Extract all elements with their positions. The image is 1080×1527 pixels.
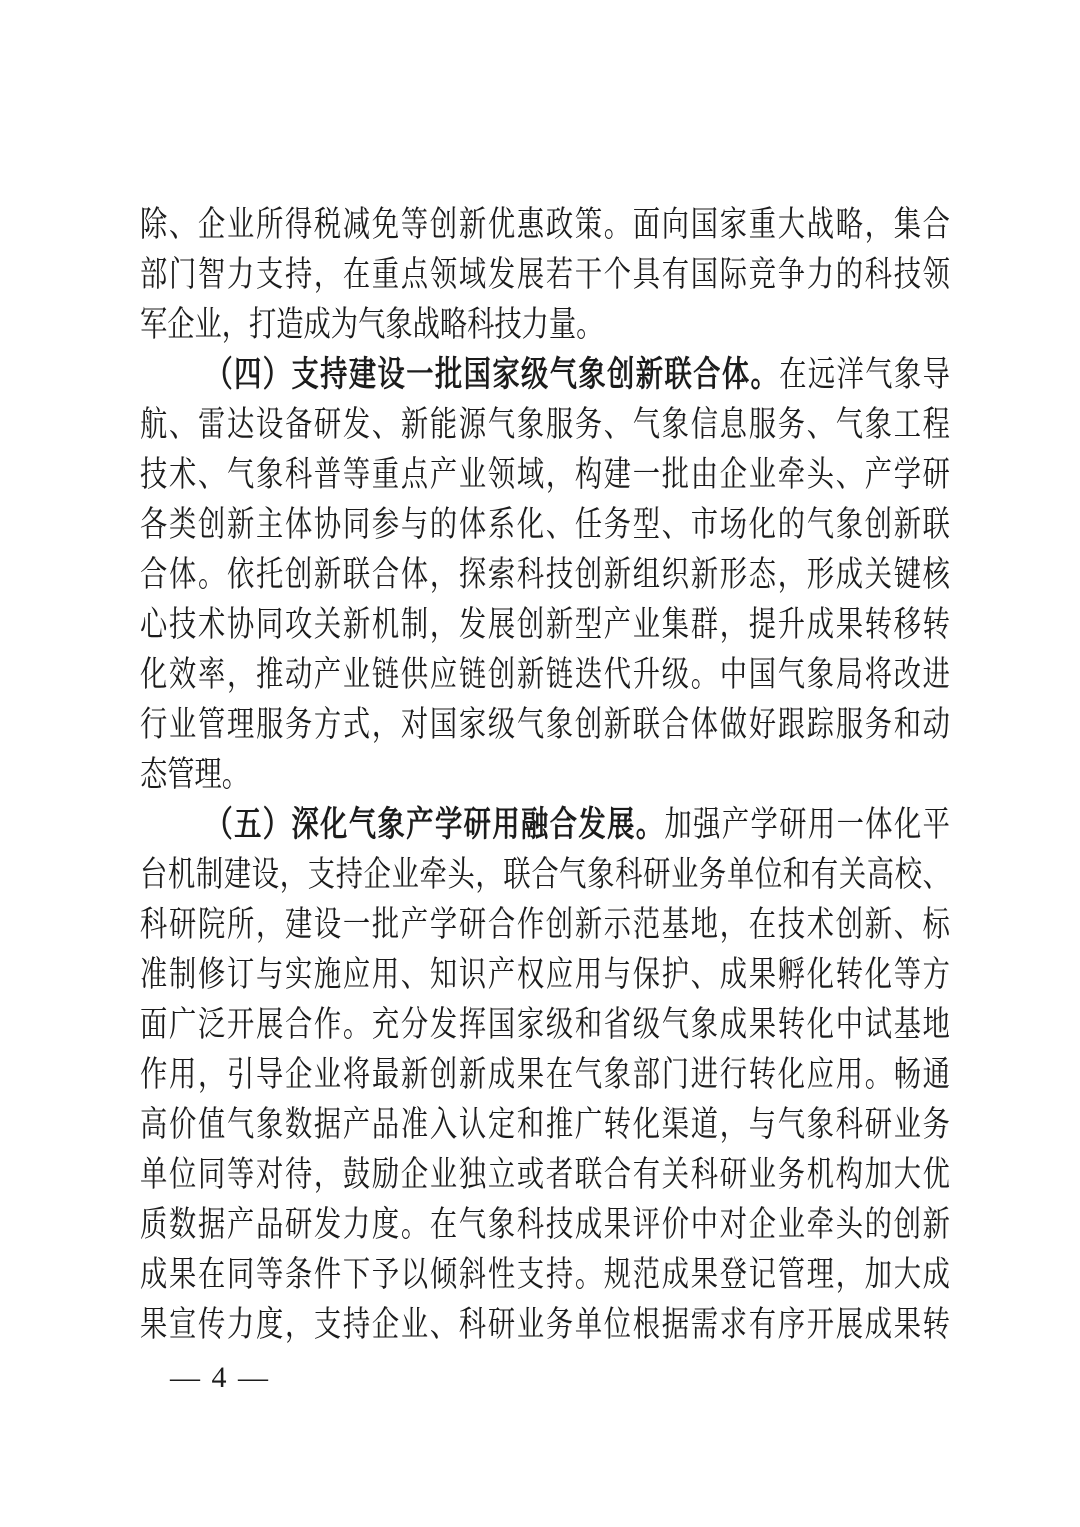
body-line-paragraph-end: 态管理。	[140, 755, 250, 794]
body-line: 部门智力支持，在重点领域发展若干个具有国际竞争力的科技领	[140, 255, 950, 294]
body-line: 科研院所，建设一批产学研合作创新示范基地，在技术创新、标	[140, 905, 950, 944]
body-line: 单位同等对待，鼓励企业独立或者联合有关科研业务机构加大优	[140, 1155, 950, 1194]
section-heading-line	[140, 800, 950, 850]
body-text: 加强产学研用一体化平	[664, 805, 950, 844]
body-line: 除、企业所得税减免等创新优惠政策。面向国家重大战略，集合	[140, 205, 950, 244]
body-line: 航、雷达设备研发、新能源气象服务、气象信息服务、气象工程	[140, 405, 950, 444]
body-line: 面广泛开展合作。充分发挥国家级和省级气象成果转化中试基地	[140, 1005, 950, 1044]
page-number: — 4 —	[170, 1361, 270, 1394]
body-line-paragraph-end: 军企业，打造成为气象战略科技力量。	[140, 305, 604, 344]
body-line: 高价值气象数据产品准入认定和推广转化渠道，与气象科研业务	[140, 1105, 950, 1144]
body-line: 成果在同等条件下予以倾斜性支持。规范成果登记管理，加大成	[140, 1255, 950, 1294]
body-line: 质数据产品研发力度。在气象科技成果评价中对企业牵头的创新	[140, 1205, 950, 1244]
body-line: 各类创新主体协同参与的体系化、任务型、市场化的气象创新联	[140, 505, 950, 544]
document-body	[140, 200, 950, 1350]
section-4-heading: （四）支持建设一批国家级气象创新联合体。	[205, 355, 780, 394]
section-heading-line	[140, 350, 950, 400]
body-line: 台机制建设，支持企业牵头，联合气象科研业务单位和有关高校、	[140, 855, 950, 894]
body-line: 技术、气象科普等重点产业领域，构建一批由企业牵头、产学研	[140, 455, 950, 494]
body-line: 准制修订与实施应用、知识产权应用与保护、成果孵化转化等方	[140, 955, 950, 994]
body-line: 果宣传力度，支持企业、科研业务单位根据需求有序开展成果转	[140, 1305, 950, 1344]
body-line: 化效率，推动产业链供应链创新链迭代升级。中国气象局将改进	[140, 655, 950, 694]
body-text: 在远洋气象导	[779, 355, 950, 394]
section-5-heading: （五）深化气象产学研用融合发展。	[205, 805, 665, 844]
body-line: 心技术协同攻关新机制，发展创新型产业集群，提升成果转移转	[140, 605, 950, 644]
body-line: 行业管理服务方式，对国家级气象创新联合体做好跟踪服务和动	[140, 705, 950, 744]
body-line: 合体。依托创新联合体，探索科技创新组织新形态，形成关键核	[140, 555, 950, 594]
body-line: 作用，引导企业将最新创新成果在气象部门进行转化应用。畅通	[140, 1055, 950, 1094]
